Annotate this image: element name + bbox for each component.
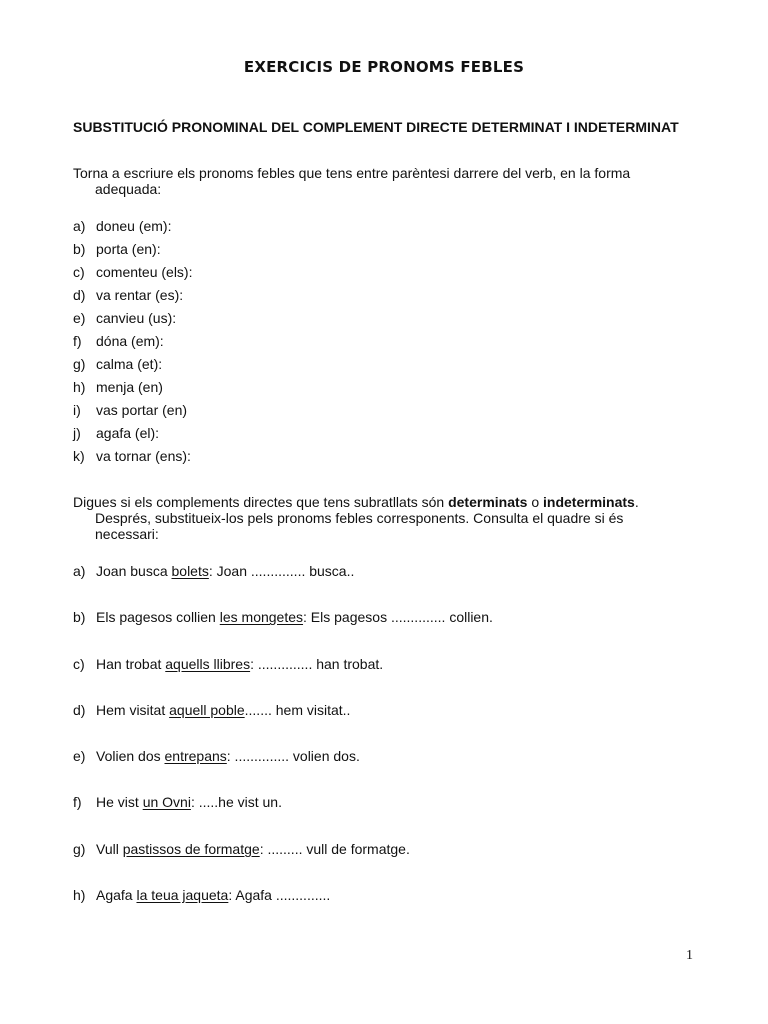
section-subtitle: SUBSTITUCIÓ PRONOMINAL DEL COMPLEMENT DIRECTE DETERMINAT I INDETERMINAT: [73, 119, 679, 135]
item-pre: Els pagesos collien: [96, 609, 220, 626]
item-text: dóna (em):: [96, 333, 164, 349]
underlined-complement: aquell poble: [169, 701, 245, 718]
item-text: [96, 656, 383, 702]
list-item: [73, 563, 693, 609]
item-label: g): [73, 356, 86, 372]
list-item: [73, 356, 693, 379]
underlined-complement: aquells llibres: [165, 655, 251, 672]
item-text: doneu (em):: [96, 218, 172, 234]
item-pre: Agafa: [96, 887, 137, 904]
item-post: : Joan .............. busca..: [208, 563, 355, 579]
instruction-1-line-2: adequada:: [95, 181, 162, 197]
list-item: [73, 794, 693, 840]
item-text: porta (en):: [96, 241, 161, 257]
item-text: [96, 841, 410, 887]
list-item: [73, 379, 693, 402]
item-text: calma (et):: [96, 356, 163, 372]
item-label: i): [73, 402, 81, 418]
item-label: j): [73, 425, 81, 441]
exercise-list-2: [73, 563, 693, 933]
item-text: vas portar (en): [96, 402, 188, 418]
list-item: [73, 310, 693, 333]
list-item: [73, 448, 693, 471]
item-label: d): [73, 701, 86, 718]
list-item: [73, 748, 693, 794]
item-label: g): [73, 840, 86, 857]
item-label: e): [73, 310, 86, 326]
instruction-2-line-3: necessari:: [95, 526, 159, 542]
item-label: k): [73, 448, 85, 464]
list-item: [73, 287, 693, 310]
item-post: : ......... vull de formatge.: [259, 840, 410, 857]
item-post: : .............. volien dos.: [226, 748, 360, 765]
instruction-2-line-2: Després, substitueix-los pels pronoms febles corresponents. Consulta el quadre si és: [95, 510, 624, 526]
list-item: [73, 841, 693, 887]
item-label: b): [73, 609, 86, 626]
list-item: [73, 887, 693, 933]
item-post: : .....he vist un.: [190, 794, 282, 811]
instruction-2-text: Digues si els complements directes que tens subratllats són: [73, 494, 449, 510]
item-text: va tornar (ens):: [96, 448, 191, 464]
item-label: h): [73, 379, 86, 395]
item-label: d): [73, 287, 86, 303]
item-text: [96, 748, 360, 794]
keyword-determinats: determinats: [448, 494, 528, 510]
item-text: [96, 563, 354, 609]
underlined-complement: pastissos de formatge: [122, 840, 260, 857]
item-text: [96, 609, 493, 655]
item-pre: Han trobat: [96, 655, 166, 672]
page-number: 1: [686, 948, 693, 963]
item-label: a): [73, 218, 86, 234]
list-item: [73, 264, 693, 287]
list-item: [73, 609, 693, 655]
underlined-complement: les mongetes: [219, 609, 304, 626]
list-item: [73, 333, 693, 356]
item-label: f): [73, 794, 82, 811]
item-pre: Hem visitat: [96, 701, 170, 718]
underlined-complement: un Ovni: [142, 794, 191, 811]
item-post: ....... hem visitat..: [244, 701, 351, 718]
item-pre: Vull: [96, 840, 123, 857]
item-label: c): [73, 655, 85, 672]
item-text: canvieu (us):: [96, 310, 177, 326]
page-title: EXERCICIS DE PRONOMS FEBLES: [243, 58, 525, 76]
item-text: menja (en): [96, 379, 163, 395]
item-label: c): [73, 264, 85, 280]
list-item: [73, 402, 693, 425]
item-pre: Volien dos: [96, 748, 165, 765]
list-item: [73, 702, 693, 748]
instruction-1-line-1: Torna a escriure els pronoms febles que tens entre parèntesi darrere del verb, en la forma: [73, 165, 631, 181]
instruction-2: [73, 494, 693, 542]
list-item: [73, 241, 693, 264]
item-label: b): [73, 241, 86, 257]
item-text: [96, 702, 350, 748]
instruction-1: [73, 165, 693, 197]
list-item: [73, 656, 693, 702]
item-text: [96, 887, 330, 933]
list-item: [73, 218, 693, 241]
item-label: h): [73, 887, 86, 904]
item-post: : Agafa ..............: [228, 887, 331, 904]
item-text: [96, 794, 282, 840]
underlined-complement: entrepans: [164, 748, 227, 765]
instruction-2-text: o: [527, 494, 544, 510]
keyword-indeterminats: indeterminats: [543, 494, 635, 510]
item-label: e): [73, 748, 86, 765]
underlined-complement: bolets: [171, 563, 209, 579]
item-label: a): [73, 563, 86, 579]
underlined-complement: la teua jaqueta: [136, 887, 229, 904]
item-post: : Els pagesos .............. collien.: [303, 609, 493, 626]
item-pre: Joan busca: [96, 563, 172, 579]
item-post: : .............. han trobat.: [250, 655, 384, 672]
exercise-list-1: [73, 218, 693, 471]
item-text: va rentar (es):: [96, 287, 184, 303]
item-label: f): [73, 333, 82, 349]
item-text: comenteu (els):: [96, 264, 193, 280]
item-text: agafa (el):: [96, 425, 160, 441]
instruction-2-text: .: [634, 494, 639, 510]
item-pre: He vist: [96, 794, 143, 811]
list-item: [73, 425, 693, 448]
